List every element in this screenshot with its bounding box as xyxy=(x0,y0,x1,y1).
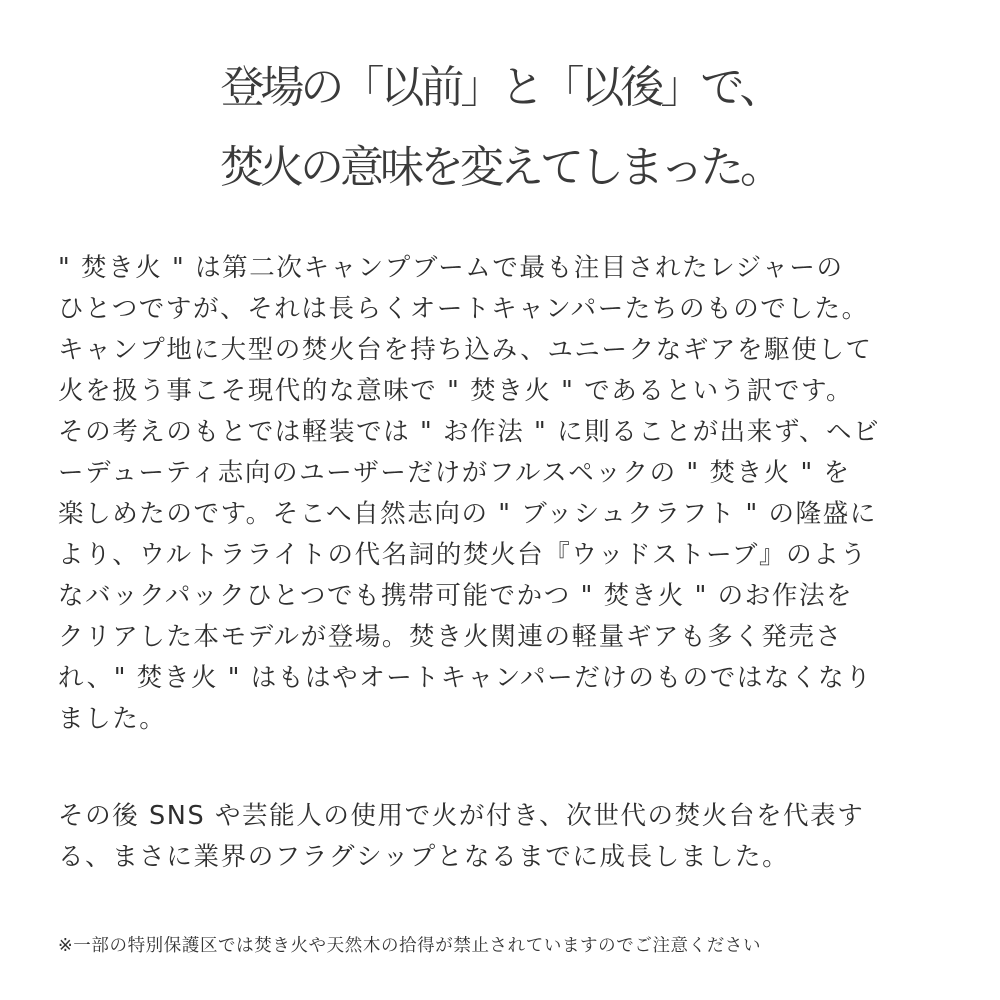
paragraph-1-line: 火を扱う事こそ現代的な意味で " 焚き火 " であるという訳です。 xyxy=(58,376,854,406)
paragraph-1-line: ました。 xyxy=(58,704,167,734)
paragraph-2-line: その後 SNS や芸能人の使用で火が付き、次世代の焚火台を代表す xyxy=(58,801,865,831)
paragraph-1-line: なバックパックひとつでも携帯可能でかつ " 焚き火 " のお作法を xyxy=(58,581,854,611)
paragraph-1-line: れ、" 焚き火 " はもはやオートキャンパーだけのものではなくなり xyxy=(58,663,873,693)
paragraph-1-line: より、ウルトラライトの代名詞的焚火台『ウッドストーブ』のよう xyxy=(58,540,868,570)
paragraph-1-line: 楽しめたのです。そこへ自然志向の " ブッシュクラフト " の隆盛に xyxy=(58,499,877,529)
paragraph-1-line: ひとつですが、それは長らくオートキャンパーたちのものでした。 xyxy=(58,294,869,324)
headline-line-2: 焚火の意味を変えてしまった。 xyxy=(220,142,780,193)
paragraph-1-line: " 焚き火 " は第二次キャンプブームで最も注目されたレジャーの xyxy=(58,253,844,283)
headline-line-1: 登場の「以前」と「以後」で、 xyxy=(220,62,780,113)
paragraph-1-line: ーデューティ志向のユーザーだけがフルスペックの " 焚き火 " を xyxy=(58,458,851,488)
footnote: ※一部の特別保護区では焚き火や天然木の拾得が禁止されていますのでご注意ください xyxy=(58,936,762,956)
paragraph-2-line: る、まさに業界のフラグシップとなるまでに成長しました。 xyxy=(58,842,790,872)
paragraph-1-line: キャンプ地に大型の焚火台を持ち込み、ユニークなギアを駆使して xyxy=(58,335,873,365)
paragraph-1-line: クリアした本モデルが登場。焚き火関連の軽量ギアも多く発売さ xyxy=(58,622,843,652)
paragraph-1-line: その考えのもとでは軽装では " お作法 " に則ることが出来ず、ヘビ xyxy=(58,417,881,447)
